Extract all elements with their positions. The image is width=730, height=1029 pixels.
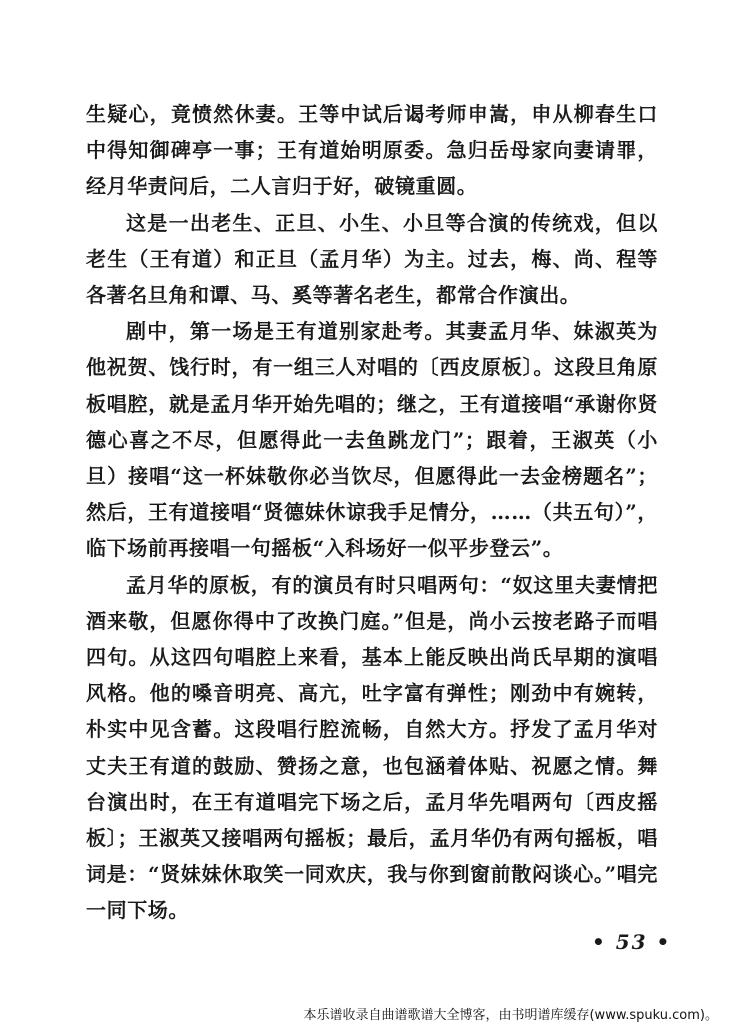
paragraph-continuation: 生疑心，竟愤然休妻。王等中试后谒考师申嵩，申从柳春生口中得知御碑亭一事；王有道始明原委。急归岳母家向妻请罪，经月华责问后，二人言归于好，破镜重圆。 — [86, 102, 658, 199]
page-number: • 53 • — [592, 930, 672, 954]
paragraph-play-overview: 这是一出老生、正旦、小生、小旦等合演的传统戏，但以老生（王有道）和正旦（孟月华）为主。过去，梅、尚、程等各著名旦角和谭、马、奚等著名老生，都常合作演出。 — [86, 210, 658, 308]
paragraph-aria-analysis: 孟月华的原板，有的演员有时只唱两句：“奴这里夫妻情把酒来敬，但愿你得中了改换门庭。”但是，尚小云按老路子而唱四句。从这四句唱腔上来看，基本上能反映出尚氏早期的演唱风格。他的嗓音明亮、高亢，吐字富有弹性；刚劲中有婉转，朴实中见含蓄。这段唱行腔流畅，自然大方。抒发了孟月华对丈夫王有道的鼓励、赞扬之意，也包涵着体贴、祝愿之情。舞台演出时，在王有道唱完下场之后，孟月华先唱两句〔西皮摇板〕；王淑英又接唱两句摇板；最后，孟月华仍有两句摇板，唱词是：“贤妹妹休取笑一同欢庆，我与你到窗前散闷谈心。”唱完一同下场。 — [86, 572, 658, 923]
source-footer: 本乐谱收录自曲谱歌谱大全博客，由书明谱库缓存(www.spuku.com)。 — [303, 1008, 718, 1023]
paragraph-first-scene: 剧中，第一场是王有道别家赴考。其妻孟月华、妹淑英为他祝贺、饯行时，有一组三人对唱的〔西皮原板〕。这段旦角原板唱腔，就是孟月华开始先唱的；继之，王有道接唱“承谢你贤德心喜之不尽，但愿得此一去鱼跳龙门”；跟着，王淑英（小旦）接唱“这一杯妹敬你必当饮尽，但愿得此一去金榜题名”；然后，王有道接唱“贤德妹休谅我手足情分，……（共五句）”，临下场前再接唱一句摇板“入科场好一似平步登云”。 — [86, 319, 658, 561]
body-text — [86, 96, 658, 929]
